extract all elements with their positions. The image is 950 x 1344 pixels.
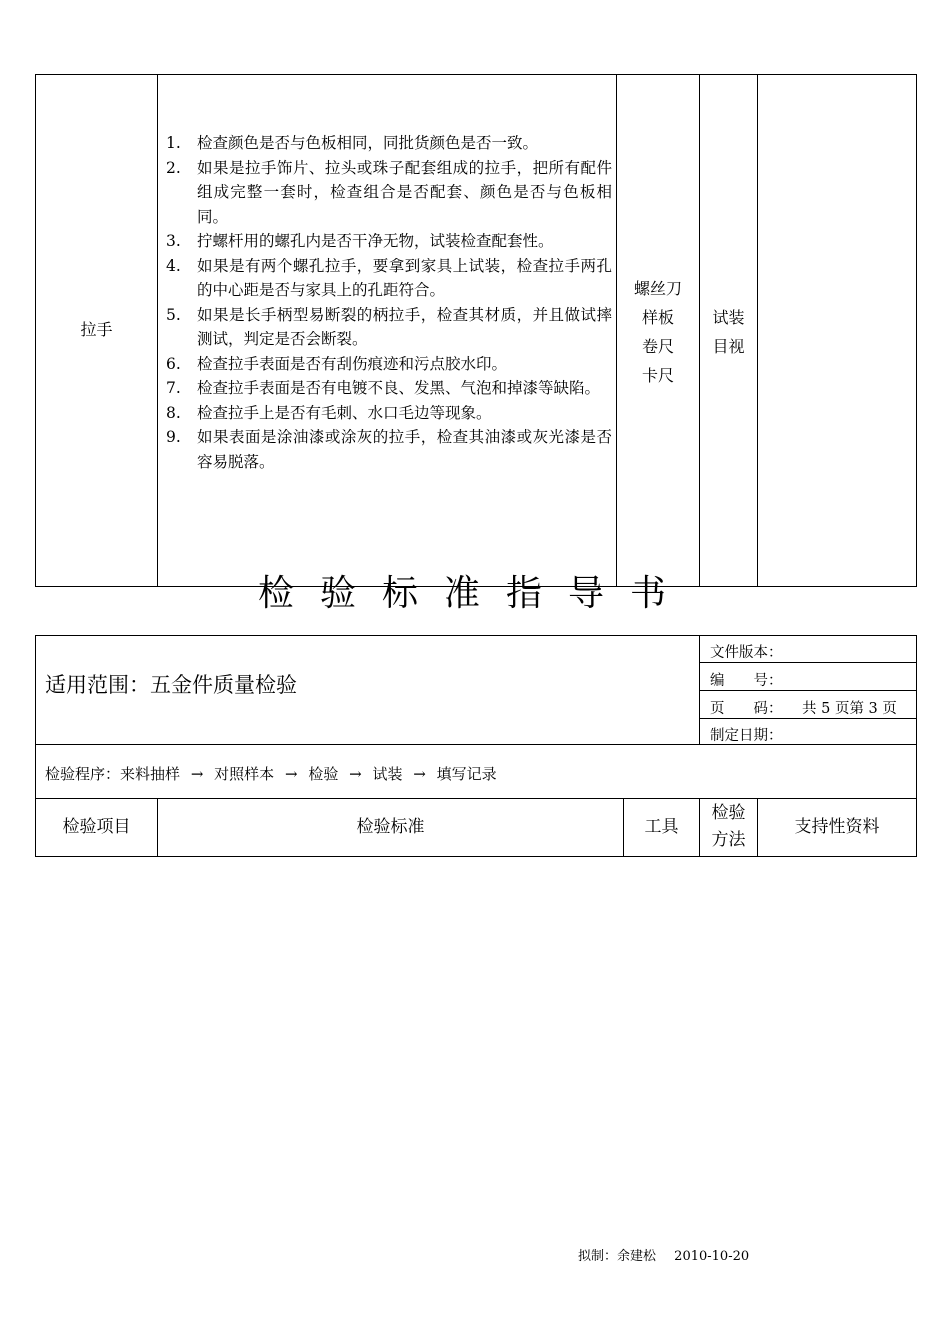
scope-label: 适用范围：: [45, 673, 150, 697]
document-number-field: 编 号：: [710, 673, 783, 689]
standard-item: 3. 拧螺杆用的螺孔内是否干净无物，试装检查配套性。: [166, 232, 554, 250]
standard-item: 5. 如果是长手柄型易断裂的柄拉手，检查其材质，并且做试摔测试，判定是否会断裂。: [166, 305, 612, 348]
arrow-icon: →: [190, 765, 204, 783]
procedure-step: 对照样本: [214, 765, 275, 783]
scope-field: [45, 670, 297, 700]
header-row-line: [35, 798, 917, 799]
standard-item: 6. 检查拉手表面是否有刮伤痕迹和污点胶水印。: [166, 354, 508, 373]
methods-cell: [700, 303, 757, 361]
standard-item: 8. 检查拉手上是否有毛刺、水口毛边等现象。: [166, 403, 492, 422]
inspection-item-handle: 拉手: [80, 320, 113, 339]
issue-date-field: 制定日期：: [710, 728, 783, 744]
tool-tape-measure: 卷尺: [641, 337, 674, 356]
header-row-line: [699, 662, 917, 663]
procedure-step: 检验: [308, 765, 339, 783]
arrow-icon: →: [349, 765, 362, 783]
tools-cell: [617, 274, 699, 390]
tool-screwdriver: 螺丝刀: [633, 279, 682, 298]
header-row-line: [699, 718, 917, 719]
tool-template: 样板: [641, 308, 674, 327]
standard-item: 1. 检查颜色是否与色板相同，同批货颜色是否一致。: [166, 134, 539, 152]
standard-item: 9. 如果表面是涂油漆或涂灰的拉手，检查其油漆或灰光漆是否容易脱落。: [166, 428, 612, 471]
standard-item: 2. 如果是拉手饰片、拉头或珠子配套组成的拉手，把所有配件组成完整一套时，检查组合是否配套、颜色是否与色板相同。: [166, 158, 612, 226]
arrow-icon: →: [413, 765, 426, 783]
column-header-support: 支持性资料: [794, 817, 880, 837]
scope-value: 五金件质量检验: [150, 673, 297, 697]
header-row-line: [699, 690, 917, 691]
procedure-step: 填写记录: [436, 765, 497, 783]
column-header-tool: 工具: [644, 817, 679, 837]
column-header-method: 检验 方法: [711, 803, 746, 850]
standard-item: 7. 检查拉手表面是否有电镀不良、发黑、气泡和掉漆等缺陷。: [166, 379, 601, 397]
draft-date: 2010-10-20: [674, 1249, 750, 1264]
document-title: 检验标准指导书: [257, 573, 692, 614]
tool-caliper: 卡尺: [641, 366, 674, 385]
procedure-step: 试装: [372, 765, 403, 783]
drafter-name: 余建松: [617, 1249, 657, 1264]
header-row-line: [35, 744, 917, 745]
procedure-flow: [45, 763, 497, 785]
page-number-field: 页 码：: [710, 701, 783, 717]
procedure-label: 检验程序：: [45, 765, 121, 783]
method-trial-fit: 试装: [712, 308, 745, 327]
version-field: 文件版本：: [710, 645, 783, 661]
standard-item: 4. 如果是有两个螺孔拉手，要拿到家具上试装，检查拉手两孔的中心距是否与家具上的孔距符合。: [166, 256, 612, 299]
procedure-step: 来料抽样: [120, 765, 181, 783]
column-header-standard: 检验标准: [356, 817, 425, 837]
drafter-signature: [578, 1248, 749, 1266]
drafter-label: 拟制：: [578, 1249, 618, 1264]
col-divider: [157, 74, 158, 587]
standards-list: [166, 131, 612, 474]
column-header-item: 检验项目: [62, 817, 131, 837]
col-divider: [757, 74, 758, 587]
method-visual: 目视: [712, 337, 745, 356]
arrow-icon: →: [284, 765, 298, 783]
page-count-value: 共 5 页第 3 页: [802, 701, 897, 717]
